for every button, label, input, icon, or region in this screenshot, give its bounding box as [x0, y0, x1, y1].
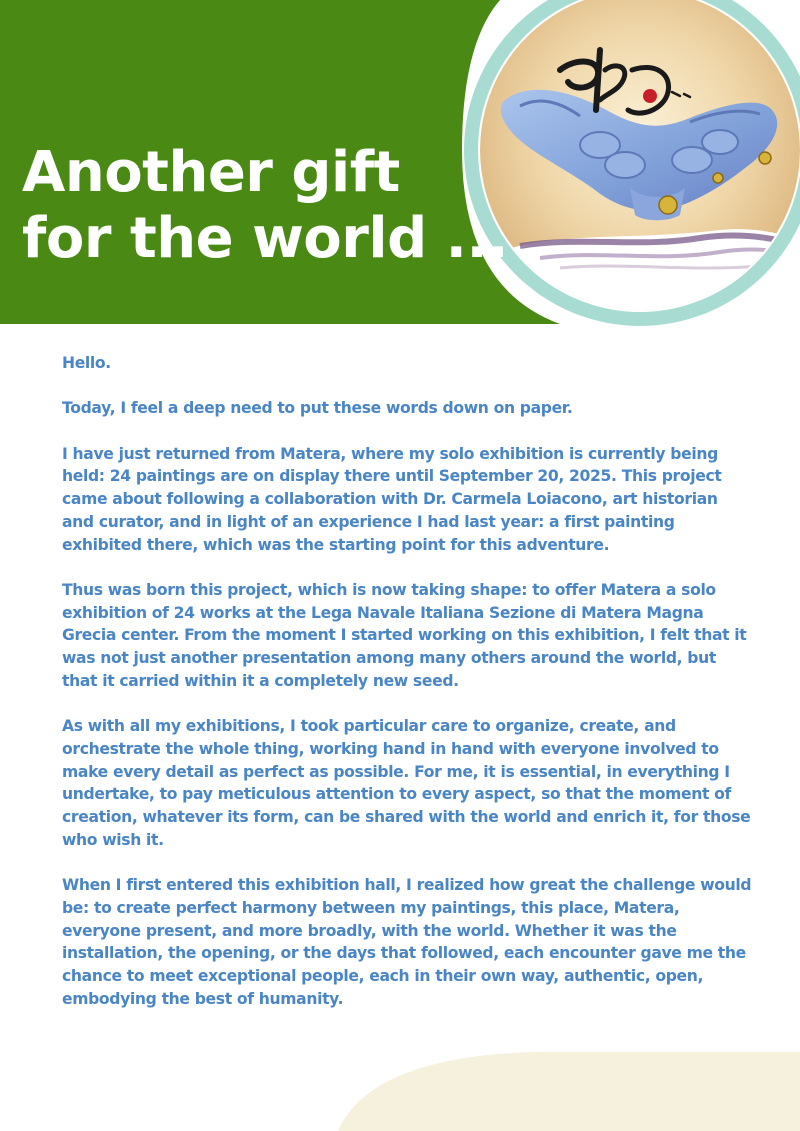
- footer-cream-shape: [0, 1040, 800, 1131]
- paragraph-greeting: Hello.: [62, 354, 111, 372]
- paragraph-care: As with all my exhibitions, I took particular care to organize, create, and orchestrate the whole thing, working hand in hand with everyone involved to make every detail as perfect as possible. For me, it is essential, in everything I undertake, to pay meticulous attention to every aspect, so that the moment of creation, whatever its form, can be shared with the world and enrich it, for those who wish it.: [62, 717, 751, 849]
- letter-body: [62, 352, 752, 1033]
- header-banner: [0, 0, 800, 330]
- paragraph-project: Thus was born this project, which is now taking shape: to offer Matera a solo exhibition of 24 works at the Lega Navale Italiana Sezione di Matera Magna Grecia center. From the moment I started working on this exhibition, I felt that it was not just another presentation among many others around the world, but that it carried within it a completely new seed.: [62, 580, 747, 690]
- paragraph-matera: I have just returned from Matera, where my solo exhibition is currently being held: 24 paintings are on display there until September 20, 2025. This project came about following a collaboration with Dr. Carmela Loiacono, art historian and curator, and in light of an experience I had last year: a first painting exhibited there, which was the starting point for this adventure.: [62, 444, 722, 554]
- page-title: [22, 140, 508, 272]
- title-line-2: for the world ...: [22, 206, 508, 271]
- paragraph-hall: When I first entered this exhibition hall, I realized how great the challenge would be: to create perfect harmony between my paintings, this place, Matera, everyone present, and more broadly, with the world. Whether it was the installation, the opening, or the days that followed, each encounter gave me the chance to meet exceptional people, each in their own way, authentic, open, embodying the best of humanity.: [62, 876, 752, 1008]
- title-line-1: Another gift: [22, 140, 400, 205]
- paragraph-intro: Today, I feel a deep need to put these words down on paper.: [62, 399, 573, 418]
